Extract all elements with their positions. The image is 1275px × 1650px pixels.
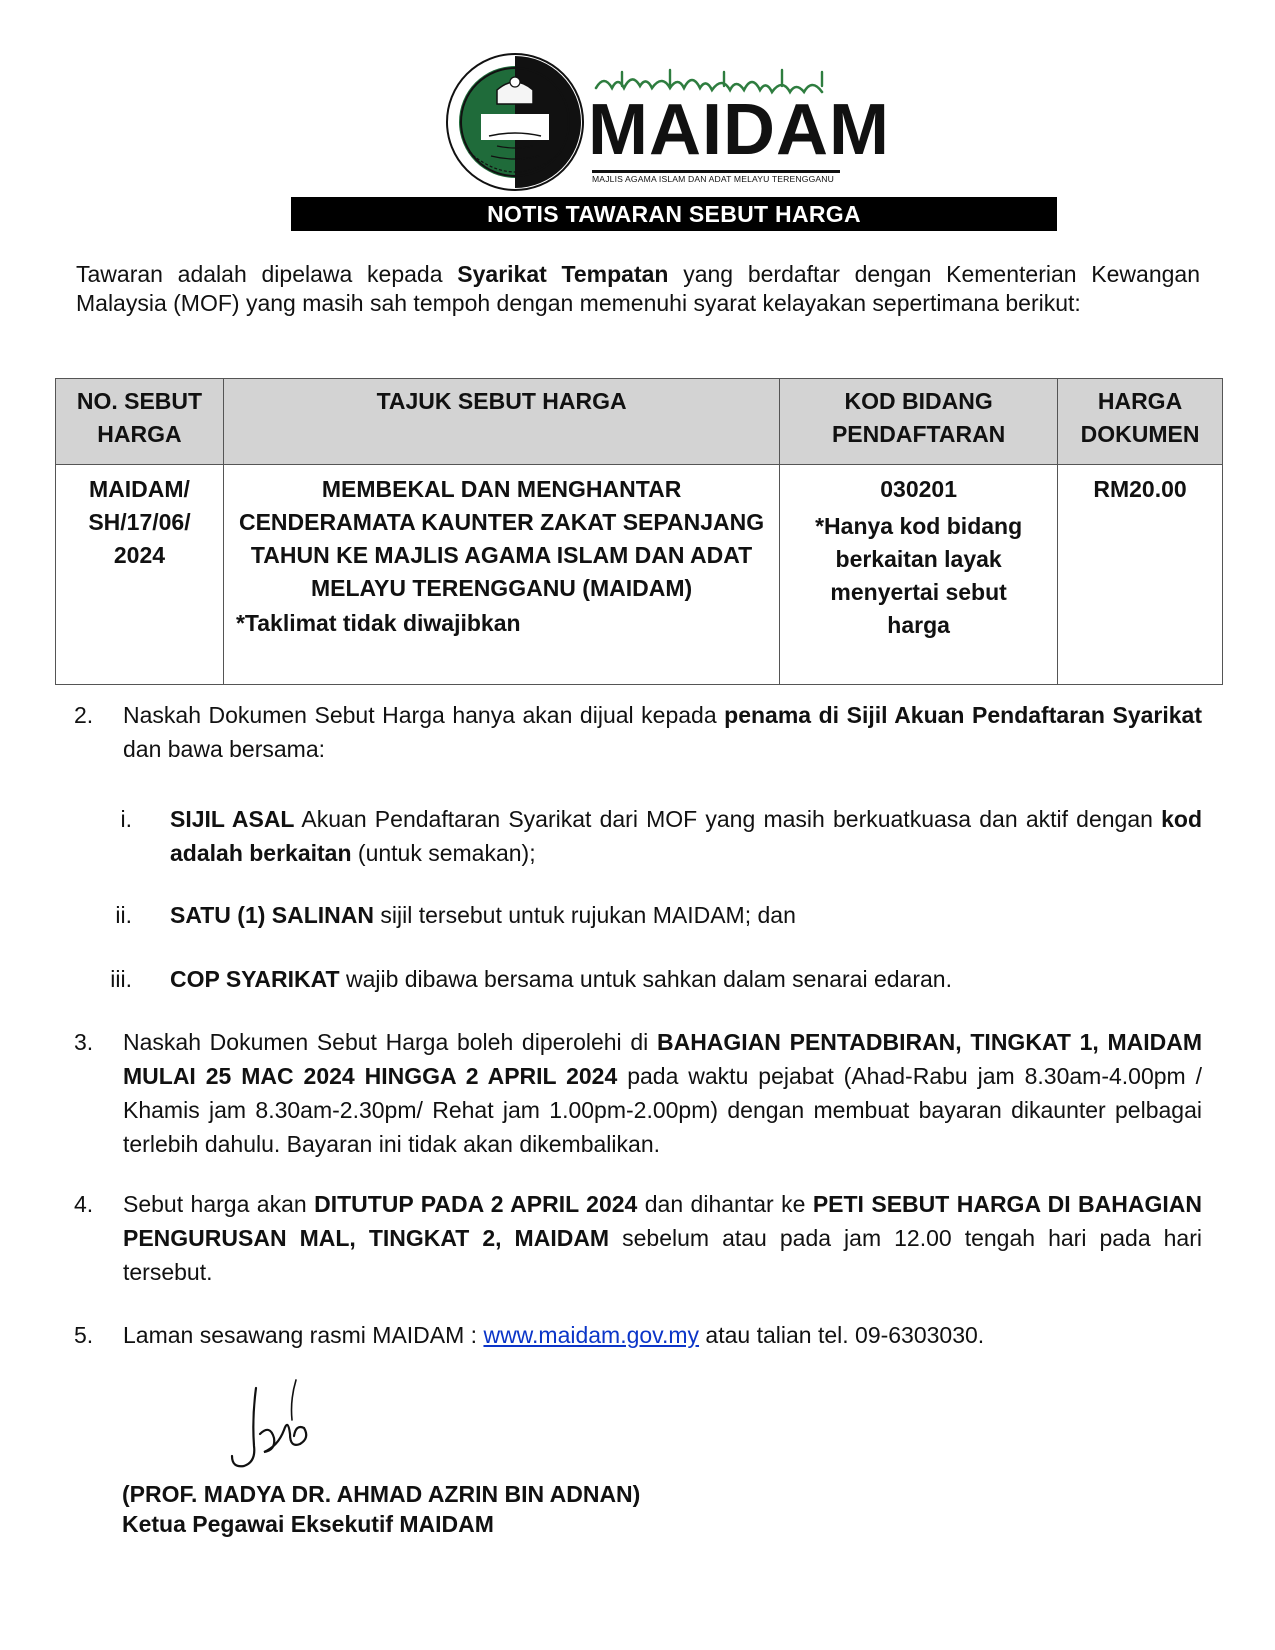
org-name: MAIDAM	[588, 90, 890, 170]
org-subtitle: MAJLIS AGAMA ISLAM DAN ADAT MELAYU TERENGGANU	[592, 174, 835, 184]
field-code: 030201	[880, 476, 957, 502]
sub-item-number: i.	[120, 806, 132, 832]
sub-item-iii	[110, 962, 1202, 996]
item-text	[123, 1025, 1202, 1161]
sub-item-text	[170, 962, 1202, 996]
quotation-number: MAIDAM/ SH/17/06/ 2024	[88, 476, 191, 568]
item-text-bold: BAHAGIAN PENTADBIRAN, TINGKAT 1, MAIDAM MULAI 25 MAC 2024 HINGGA 2 APRIL 2024	[123, 1029, 1202, 1089]
list-item-4	[74, 1187, 1202, 1289]
intro-paragraph	[76, 260, 1200, 318]
sub-item-bold: COP SYARIKAT	[170, 966, 340, 992]
sub-item-number: iii.	[110, 966, 132, 992]
sub-item-text	[170, 898, 1202, 932]
list-item-5	[74, 1318, 1202, 1352]
sub-item-text-part: wajib dibawa bersama untuk sahkan dalam senarai edaran.	[339, 966, 952, 992]
field-code-note: *Hanya kod bidang berkaitan layak menyertai sebut harga	[815, 513, 1023, 638]
quotation-table	[55, 378, 1223, 685]
item-text-part: pada waktu pejabat (Ahad-Rabu jam 8.30am-4.00pm / Khamis jam 8.30am-2.30pm/ Rehat jam 1.00pm-2.00pm) dengan membuat bayaran dikaunter pelbagai terlebih dahulu. Bayaran ini tidak akan dikembalikan.	[123, 1063, 1203, 1157]
item-number: 2.	[74, 702, 94, 728]
briefing-note: *Taklimat tidak diwajibkan	[235, 610, 521, 636]
sub-item-bold: SIJIL ASAL	[170, 806, 295, 832]
cell-tajuk	[223, 465, 779, 685]
item-text-part: sebelum atau pada jam 12.00 tengah hari pada hari tersebut.	[123, 1225, 1202, 1285]
item-number: 5.	[74, 1322, 94, 1348]
sub-item-bold: kod adalah berkaitan	[170, 806, 1202, 866]
item-number: 4.	[74, 1191, 94, 1217]
maidam-wordmark	[588, 66, 890, 192]
item-text-part: dan dihantar ke	[637, 1191, 813, 1217]
cell-no	[56, 465, 224, 685]
letterhead	[0, 48, 1275, 193]
sub-item-text-part: (untuk semakan);	[351, 840, 536, 866]
item-text-part: Naskah Dokumen Sebut Harga boleh diperolehi di	[123, 1029, 657, 1055]
sub-item-bold: SATU (1) SALINAN	[170, 902, 375, 928]
quotation-title: MEMBEKAL DAN MENGHANTAR CENDERAMATA KAUNTER ZAKAT SEPANJANG TAHUN KE MAJLIS AGAMA ISLAM DAN ADAT MELAYU TERENGGANU (MAIDAM)	[238, 476, 765, 601]
notice-title: NOTIS TAWARAN SEBUT HARGA	[291, 197, 1057, 231]
item-text-part: Naskah Dokumen Sebut Harga hanya akan dijual kepada	[123, 702, 725, 728]
item-text-bold: penama di Sijil Akuan Pendaftaran Syarikat	[724, 702, 1202, 728]
item-text	[123, 698, 1202, 766]
intro-text: Tawaran adalah dipelawa kepada	[76, 261, 458, 287]
signer-block	[122, 1479, 640, 1539]
intro-bold: Syarikat Tempatan	[457, 261, 669, 287]
table-header-row	[56, 379, 1223, 465]
item-text-part: atau talian tel. 09-6303030.	[699, 1322, 985, 1348]
header-kod: KOD BIDANG PENDAFTARAN	[780, 379, 1058, 465]
header-no: NO. SEBUT HARGA	[56, 379, 224, 465]
item-text	[123, 1318, 1202, 1352]
item-text-bold: DITUTUP PADA 2 APRIL 2024	[314, 1191, 638, 1217]
item-number: 3.	[74, 1029, 94, 1055]
handwritten-signature	[226, 1378, 326, 1476]
signer-title: Ketua Pegawai Eksekutif MAIDAM	[122, 1511, 494, 1537]
signer-name: (PROF. MADYA DR. AHMAD AZRIN BIN ADNAN)	[122, 1481, 641, 1507]
maidam-seal-logo	[445, 52, 585, 192]
item-text-bold: PETI SEBUT HARGA DI BAHAGIAN PENGURUSAN MAL, TINGKAT 2, MAIDAM	[123, 1191, 1202, 1251]
list-item-2	[74, 698, 1202, 766]
sub-item-i	[110, 802, 1202, 870]
header-harga: HARGA DOKUMEN	[1058, 379, 1223, 465]
cell-kod	[780, 465, 1058, 685]
sub-item-ii	[110, 898, 1202, 932]
sub-item-text-part: sijil tersebut untuk rujukan MAIDAM; dan	[374, 902, 796, 928]
sub-item-text-part: Akuan Pendaftaran Syarikat dari MOF yang masih berkuatkuasa dan aktif dengan	[294, 806, 1162, 832]
website-link[interactable]: www.maidam.gov.my	[483, 1322, 700, 1348]
brand-divider	[592, 170, 840, 173]
table-row	[56, 465, 1223, 685]
item-text-part: dan bawa bersama:	[123, 736, 326, 762]
item-text	[123, 1187, 1202, 1289]
item-text-part: Laman sesawang rasmi MAIDAM :	[123, 1322, 484, 1348]
item-text-part: Sebut harga akan	[123, 1191, 315, 1217]
intro-text-end: yang berdaftar dengan Kementerian Kewangan Malaysia (MOF) yang masih sah tempoh dengan memenuhi syarat kelayakan sepertimana berikut:	[76, 261, 1200, 316]
sub-item-text	[170, 802, 1202, 870]
header-tajuk: TAJUK SEBUT HARGA	[223, 379, 779, 465]
list-item-3	[74, 1025, 1202, 1161]
cell-harga: RM20.00	[1058, 465, 1223, 685]
sub-item-number: ii.	[115, 902, 132, 928]
